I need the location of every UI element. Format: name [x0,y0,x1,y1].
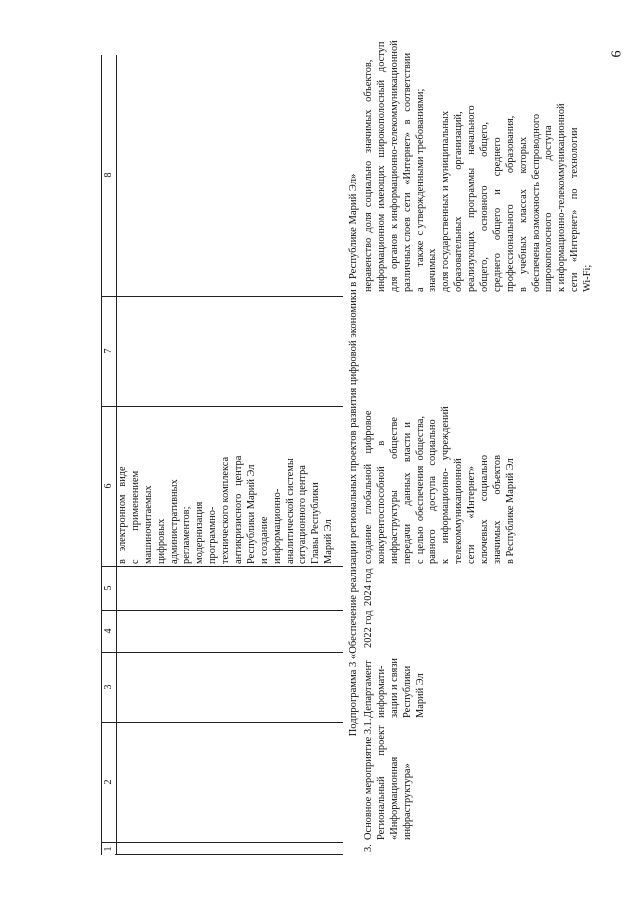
text-line: создание глобальной цифровое [363,410,374,564]
text-line: регламентов; [181,506,193,564]
text-line: неравенство доля социально значимых объектов, [363,59,374,292]
text-line: реализующих программы начального [466,105,478,292]
text-line: доля государственных и муниципальных [440,110,452,292]
table-row-3 [363,40,623,855]
text-line: обеспечена возможность беспроводного [530,113,542,292]
text-line: модернизация [194,501,206,564]
text-line: профессионального образования, [504,115,516,292]
text-line: среднего общего и среднего [491,137,503,292]
text-line: значимых [427,248,439,292]
text-line: Республики Марий Эл [245,464,257,564]
header-col-7: 7 [102,296,116,407]
text-line: информационно- [271,488,283,564]
text-line: зации и связи [388,658,400,718]
text-line: для органов к информационно-телекоммуникационной [388,40,400,292]
row-col8-indicators [363,40,595,295]
text-line: «Информационная [388,756,400,840]
text-line: образовательных организаций, [453,111,465,292]
text-line: в учебных классах которых [517,136,529,292]
text-line: программно- [207,506,219,564]
text-line: к информационно- учреждений [440,406,452,564]
text-line: Республики [401,665,413,718]
text-line: административных [168,479,180,564]
text-line: информационном имеющих широкополосный доступ [375,41,387,292]
text-line: цифровых [155,518,167,564]
header-col-1: 1 [103,846,114,852]
text-line: Основное мероприятие 3.1. [363,718,374,840]
text-line: инфраструктура» [401,763,413,840]
header-col-5: 5 [102,566,116,611]
text-line: с применением [129,470,141,564]
row-col6-col7-text [363,295,518,567]
row-col2-activity [363,718,415,843]
text-line: Региональный проект [375,725,387,840]
row-number: 3. [363,844,374,852]
text-line: машиночитаемых [142,485,154,564]
text-line: телекоммуникационной [453,458,465,564]
cont-col6-text [117,407,336,567]
text-line: а также с утвержденными требованиями; [414,88,426,292]
header-col-2: 2 [102,722,116,843]
text-line: передачи данных власти и [401,422,413,564]
row-col3-executor [363,651,427,721]
text-line: Департамент [363,660,374,718]
text-line: в электронном виде [117,466,128,564]
text-line: аналитической системы [284,458,296,564]
text-line: ситуационного центра [297,465,309,564]
text-line: антикризисного центра [233,455,245,564]
text-line: Главы Республики [310,482,322,564]
text-line: информати- [375,665,387,718]
header-col-4: 4 [102,610,116,653]
text-line: Марий Эл [323,519,335,564]
page-number: 6 [609,50,625,58]
rotated-table-page [101,40,621,855]
header-col-6: 6 [102,406,116,567]
text-line: значимых объектов [491,455,503,564]
text-line: различных слоев сети «Интернет» в соответствии [401,52,413,292]
text-line: сети «Интернет» [466,466,478,564]
text-line: к информационно-телекоммуникационной [556,103,568,292]
text-line: технического комплекса [220,456,232,564]
text-line: Марий Эл [414,673,426,718]
text-line: сети «Интернет» по технологии [569,127,581,292]
text-line: с целью обеспечения общества, [414,415,426,564]
text-line: широкополосного доступа [543,125,555,292]
text-line: конкурентоспособной в [375,440,387,564]
row-col5-end-year: 2024 год [363,568,374,606]
text-line: в Республике Марий Эл [504,458,516,564]
table-row-continuation [115,55,343,855]
header-col-3: 3 [102,652,116,723]
text-line: ключевых социально [479,454,491,564]
subprogram-title: Подпрограмма 3 «Обеспечение реализации региональных проектов развития цифровой экономики в Республике Марий Эл» [348,173,359,737]
header-col-8: 8 [102,54,116,297]
text-line: Wi-Fi; [582,264,594,292]
text-line: общего, основного общего, [479,121,491,292]
text-line: инфраструктуры обществе [388,416,400,564]
text-line: и создание [258,516,270,564]
text-line: равного доступа социально [427,419,439,564]
row-col4-start-year: 2022 год [363,610,374,648]
